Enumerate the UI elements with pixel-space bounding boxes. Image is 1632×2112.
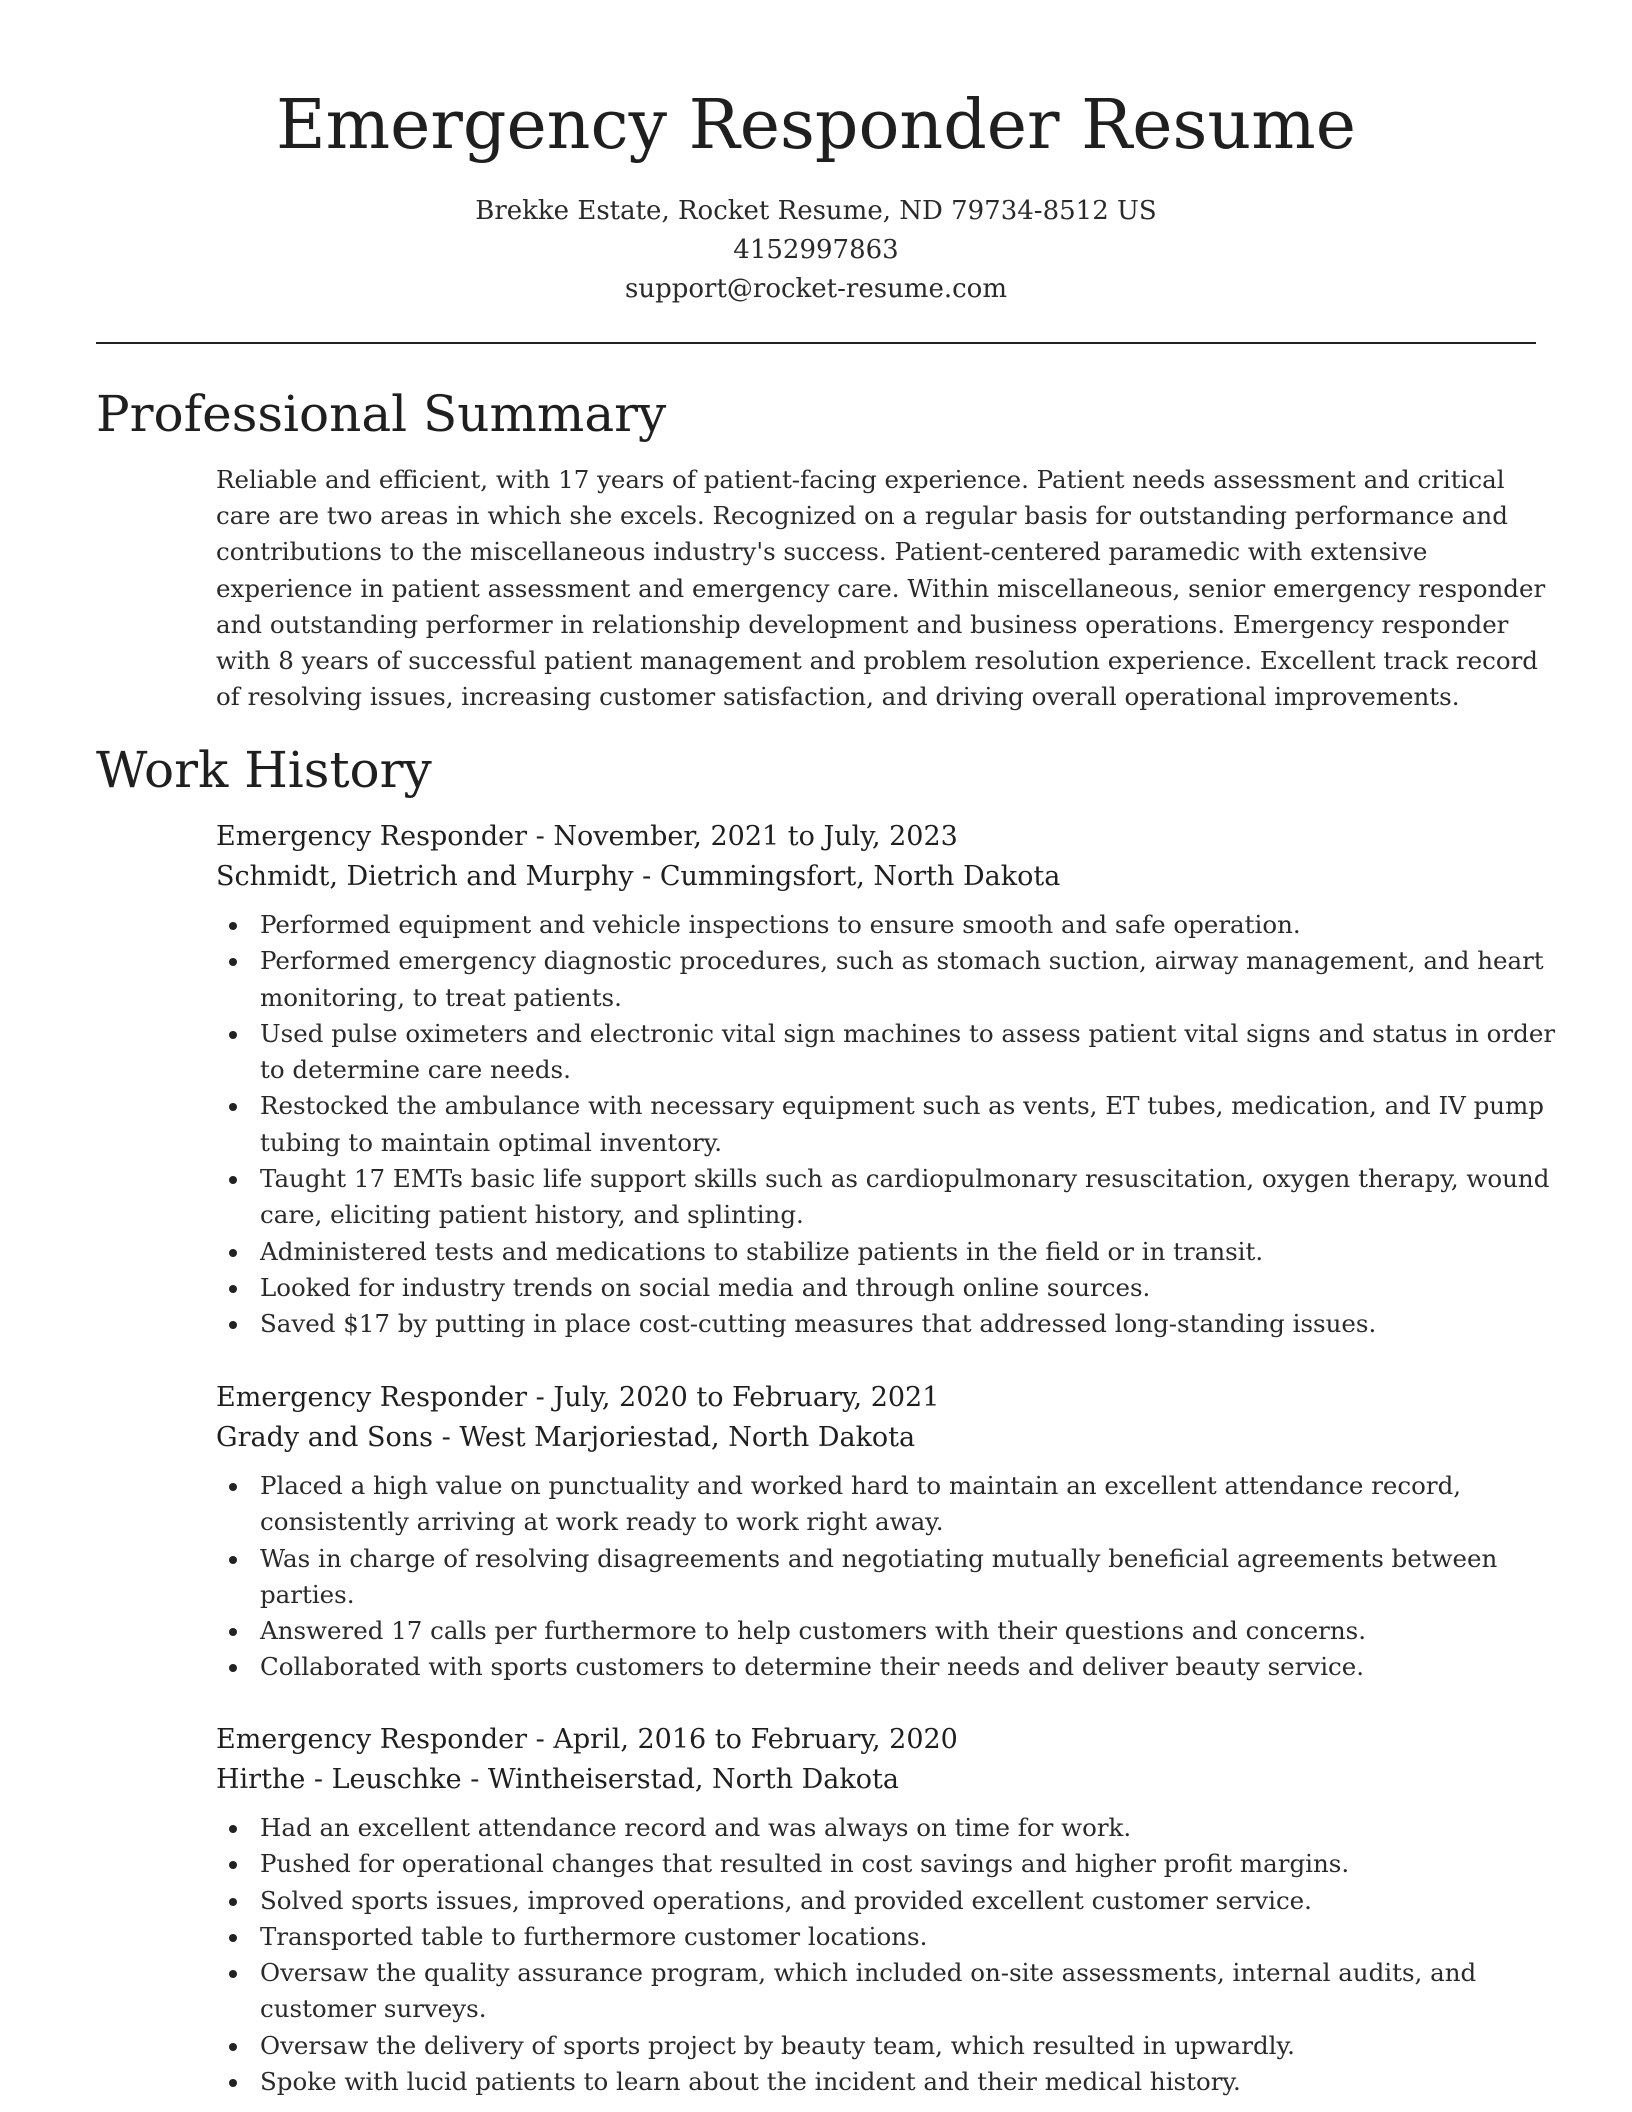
job-bullet [216,1016,1556,1089]
bullet-dot [229,958,237,966]
job-bullet [216,1161,1556,1234]
bullet-text: Administered tests and medications to stabilize patients in the field or in transit. [260,1236,1264,1266]
job-bullet-list [216,1810,1556,2100]
bullet-text: Restocked the ambulance with necessary equipment such as vents, ET tubes, medication, and IV pump tubing to maintain optimal inventory. [260,1091,1544,1157]
job-bullet-list [216,1468,1556,1686]
job-bullet [216,1234,1556,1270]
job-company-line: Grady and Sons - West Marjoriestad, North Dakota [216,1422,916,1453]
job-entry [216,817,1556,1343]
job-title-line: Emergency Responder - April, 2016 to February, 2020 [216,1724,958,1755]
bullet-text: Was in charge of resolving disagreements and negotiating mutually beneficial agreements between parties. [260,1543,1498,1609]
job-bullet [216,1955,1556,2028]
job-bullet [216,1541,1556,1614]
job-bullet [216,1088,1556,1161]
job-company-line: Hirthe - Leuschke - Wintheiserstad, North Dakota [216,1764,899,1795]
job-bullet [216,1649,1556,1685]
summary-text: Reliable and efficient, with 17 years of patient-facing experience. Patient needs assessment and critical care are two areas in which she excels. Recognized on a regular basis for outstanding performance and contributions to the miscellaneous industry's success. Patient-centered paramedic with extensive experience in patient assessment and emergency care. Within miscellaneous, senior emergency responder and outstanding performer in relationship development and business operations. Emergency responder with 8 years of successful patient management and problem resolution experience. Excellent track record of resolving issues, increasing customer satisfaction, and driving overall operational improvements. [216,465,1546,712]
bullet-text: Performed emergency diagnostic procedures, such as stomach suction, airway management, and heart monitoring, to treat patients. [260,946,1544,1012]
job-bullet [216,2028,1556,2064]
bullet-dot [229,1861,237,1869]
job-bullet [216,2064,1556,2100]
contact-address: Brekke Estate, Rocket Resume, ND 79734-8512 US [475,196,1157,226]
job-title: Emergency Responder [216,1382,528,1413]
bullet-dot [229,2043,237,2051]
bullet-dot [229,1970,237,1978]
job-company: Schmidt, Dietrich and Murphy [216,861,634,892]
job-title: Emergency Responder [216,821,528,852]
bullet-dot [229,1628,237,1636]
bullet-text: Performed equipment and vehicle inspections to ensure smooth and safe operation. [260,910,1301,939]
job-bullet [216,1810,1556,1846]
bullet-dot [229,1321,237,1329]
bullet-dot [229,1934,237,1942]
bullet-text: Answered 17 calls per furthermore to help customers with their questions and concerns. [260,1616,1366,1646]
job-bullet-list [216,907,1556,1343]
bullet-dot [229,1664,237,1672]
bullet-text: Taught 17 EMTs basic life support skills such as cardiopulmonary resuscitation, oxygen therapy, wound care, eliciting patient history, and splinting. [260,1164,1550,1230]
bullet-dot [229,1285,237,1293]
section-title-summary: Professional Summary [96,385,667,443]
bullet-text: Used pulse oximeters and electronic vital sign machines to assess patient vital signs and status in order to determine care needs. [260,1018,1556,1085]
bullet-dot [229,1483,237,1491]
job-dates: November, 2021 to July, 2023 [553,821,958,852]
job-bullet [216,1613,1556,1649]
job-entry [216,1378,1556,1686]
job-title-line: Emergency Responder - November, 2021 to July, 2023 [216,821,958,852]
bullet-text: Pushed for operational changes that resulted in cost savings and higher profit margins. [260,1849,1350,1879]
bullet-dot [229,1556,237,1564]
contact-block [0,192,1632,309]
contact-email: support@rocket-resume.com [624,274,1007,304]
bullet-dot [229,1898,237,1906]
job-location: West Marjoriestad, North Dakota [459,1422,916,1453]
bullet-text: Placed a high value on punctuality and worked hard to maintain an excellent attendance record, consistently arriving at work ready to work right away. [260,1471,1462,1537]
bullet-text: Collaborated with sports customers to determine their needs and deliver beauty service. [260,1652,1365,1682]
job-dates: April, 2016 to February, 2020 [553,1724,958,1755]
section-title-work-history: Work History [96,741,432,799]
bullet-dot [229,1103,237,1111]
bullet-text: Oversaw the quality assurance program, which included on-site assessments, internal audits, and customer surveys. [260,1958,1477,2024]
job-bullet [216,907,1556,943]
job-title-line: Emergency Responder - July, 2020 to February, 2021 [216,1382,940,1413]
job-entry [216,1720,1556,2100]
header-divider [96,342,1536,344]
job-bullet [216,1919,1556,1955]
job-bullet [216,943,1556,1016]
bullet-text: Had an excellent attendance record and was always on time for work. [260,1813,1132,1842]
bullet-text: Transported table to furthermore customer locations. [260,1921,928,1951]
job-company-line: Schmidt, Dietrich and Murphy - Cummingsfort, North Dakota [216,861,1061,892]
bullet-dot [229,1176,237,1184]
bullet-text: Spoke with lucid patients to learn about the incident and their medical history. [260,2067,1241,2097]
job-bullet [216,1468,1556,1541]
job-location: Wintheiserstad, North Dakota [487,1764,899,1795]
bullet-dot [229,922,237,930]
job-bullet [216,1270,1556,1306]
bullet-text: Looked for industry trends on social media and through online sources. [260,1272,1151,1302]
job-location: Cummingsfort, North Dakota [659,861,1061,892]
contact-phone: 4152997863 [733,235,899,265]
bullet-text: Saved $17 by putting in place cost-cutting measures that addressed long-standing issues. [260,1309,1377,1339]
bullet-text: Oversaw the delivery of sports project by beauty team, which resulted in upwardly. [260,2030,1295,2060]
job-dates: July, 2020 to February, 2021 [553,1382,940,1413]
job-bullet [216,1846,1556,1882]
bullet-text: Solved sports issues, improved operations, and provided excellent customer service. [260,1885,1312,1915]
job-bullet [216,1883,1556,1919]
bullet-dot [229,1825,237,1833]
job-company: Grady and Sons [216,1422,434,1453]
bullet-dot [229,1249,237,1257]
job-company: Hirthe - Leuschke [216,1764,462,1795]
bullet-dot [229,2079,237,2087]
job-title: Emergency Responder [216,1724,528,1755]
job-bullet [216,1306,1556,1342]
resume-title: Emergency Responder Resume [276,86,1356,165]
bullet-dot [229,1031,237,1039]
